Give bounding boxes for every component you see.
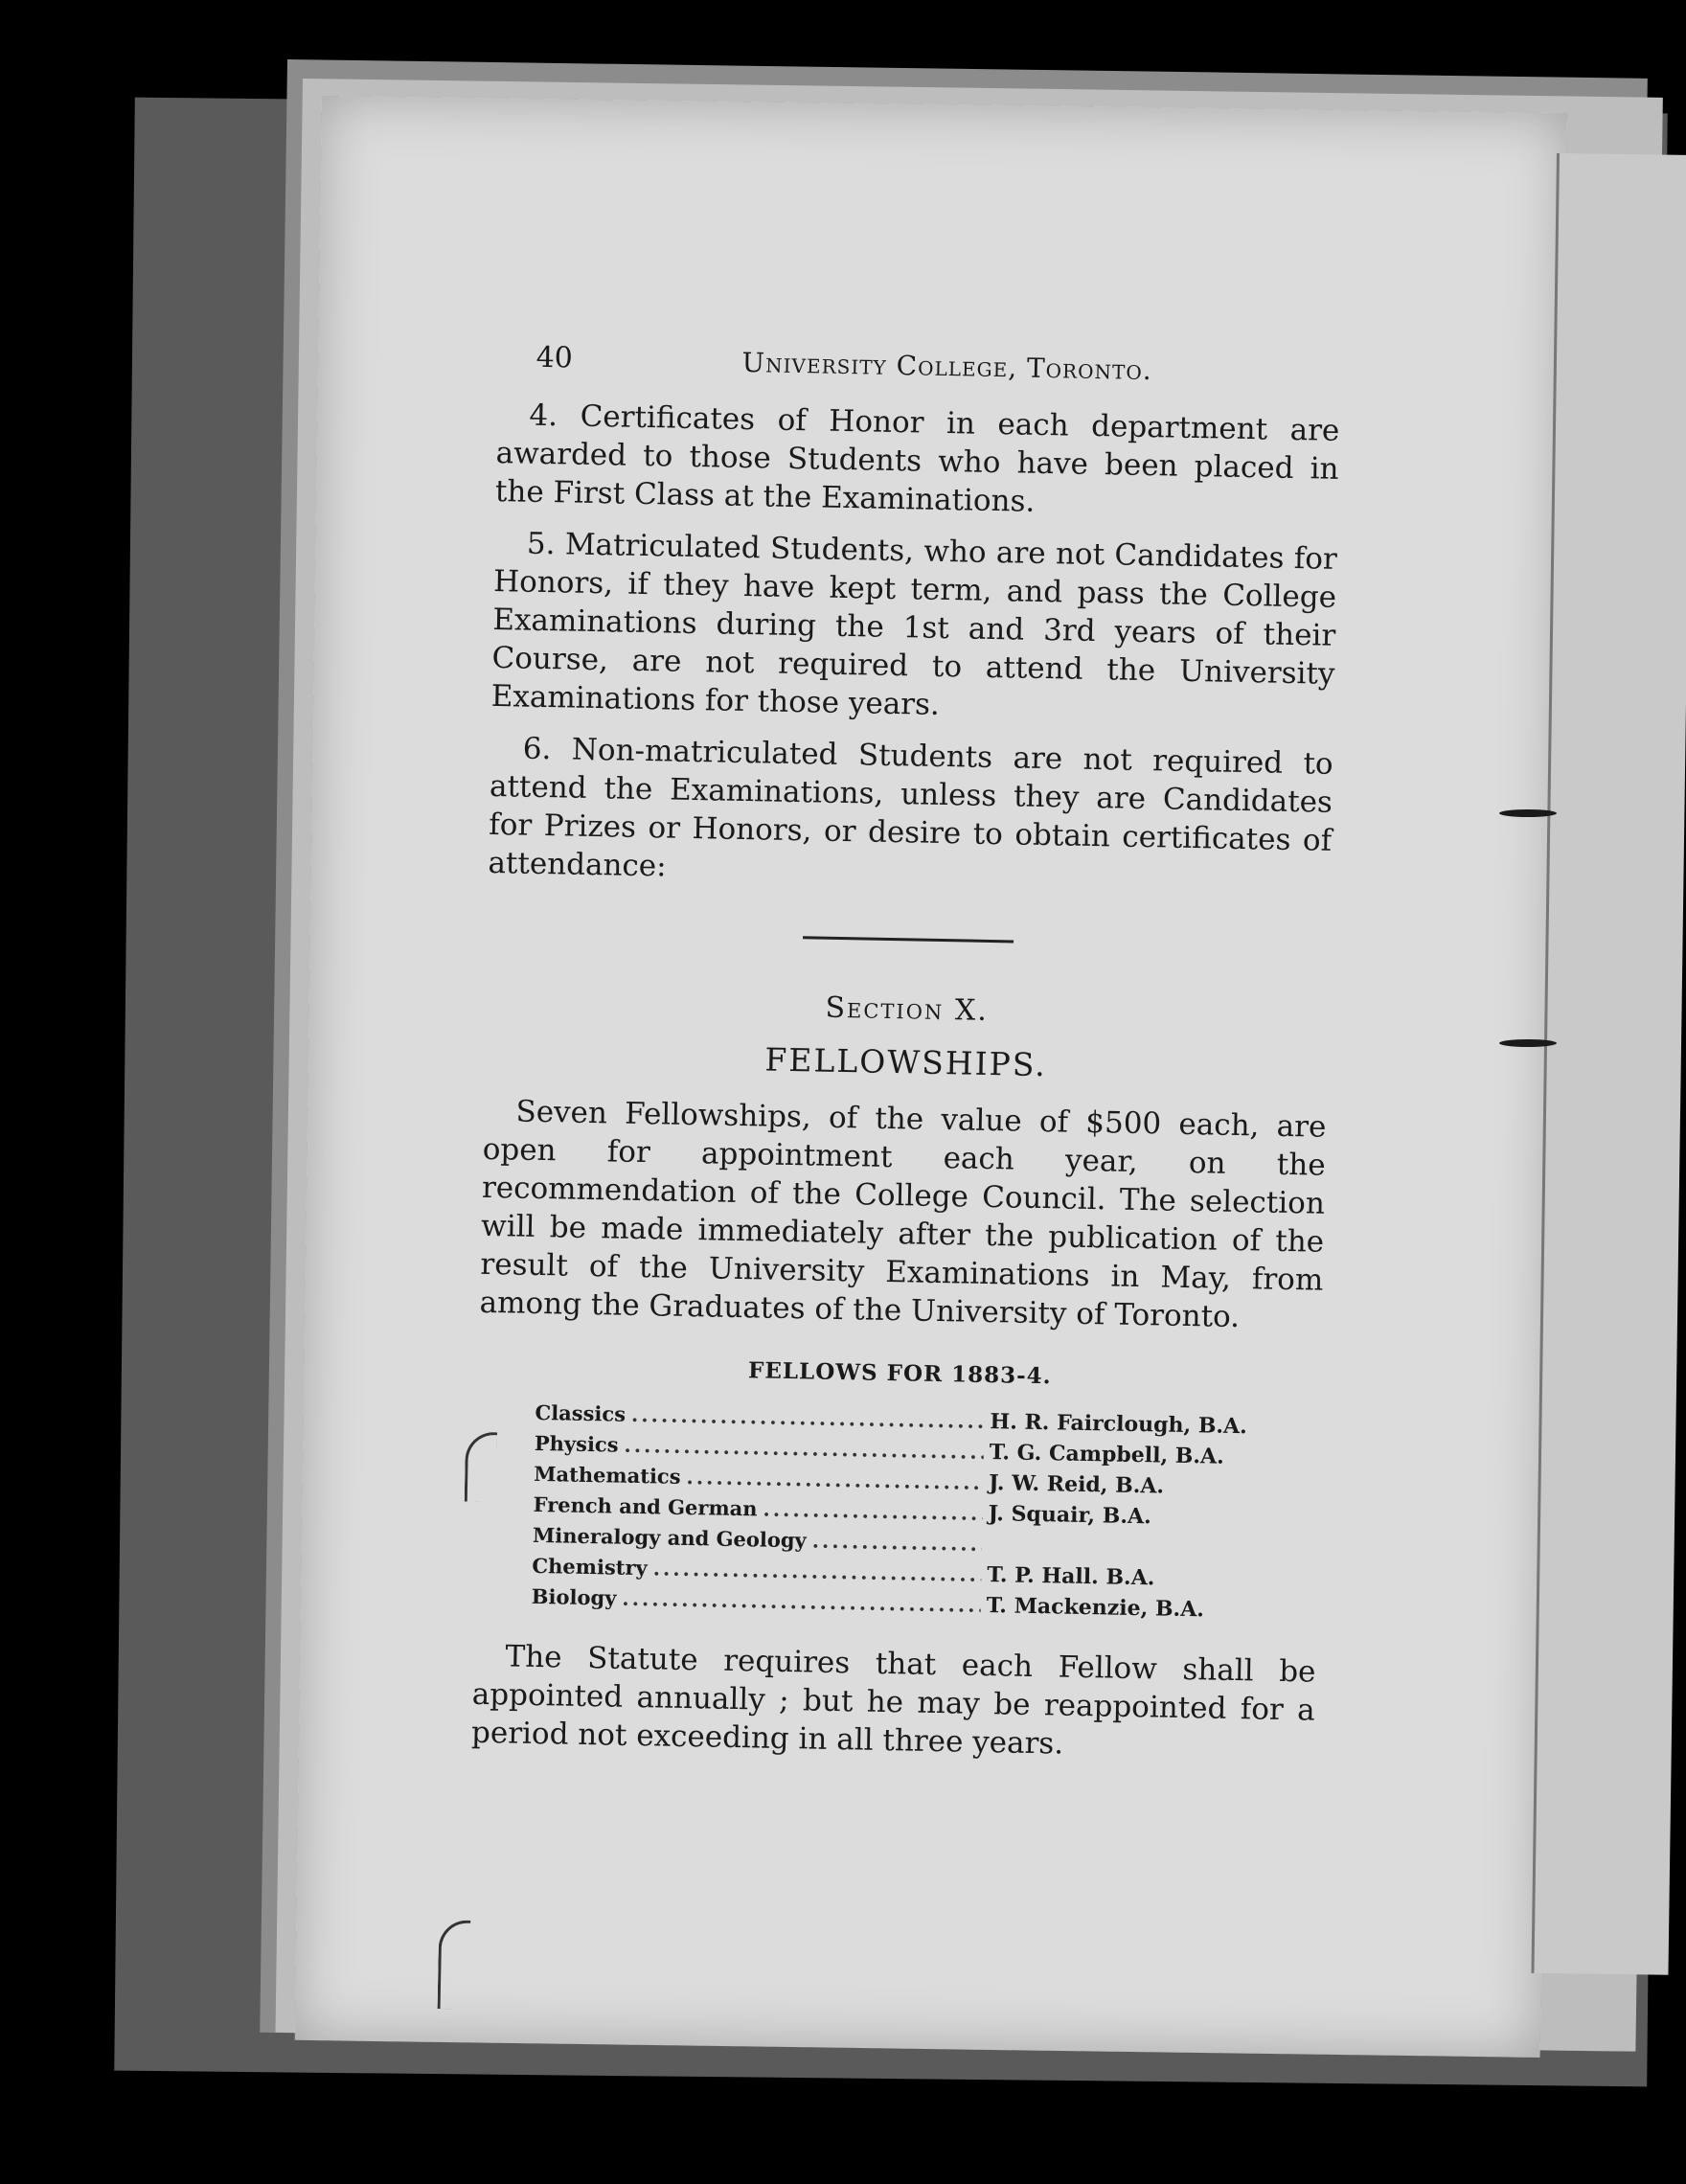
fellow-subject: Mineralogy and Geology — [532, 1522, 807, 1553]
running-title: University College, Toronto. — [741, 346, 1153, 387]
paragraph-4: 4. Certificates of Honor in each department are awarded to those Students who have been placed in the First Class at the Examinations. — [494, 398, 1340, 519]
fellow-subject: Chemistry — [532, 1553, 649, 1581]
leader-dots — [812, 1529, 983, 1556]
page-content — [470, 340, 1340, 1782]
binding-stitch — [1499, 1039, 1557, 1047]
fellowships-paragraph: Seven Fellowships, of the value of $500 each, are open for appointment each year, on the recommendation of the College Council. The selection will be made immediately after the publication of the result of the University Examinations in May, from among the Graduates of the University of Toronto. — [479, 1094, 1327, 1335]
fellow-name: T. P. Hall. B.A. — [987, 1562, 1155, 1591]
fellow-name: T. Mackenzie, B.A. — [986, 1593, 1205, 1623]
fellow-name: T. G. Campbell, B.A. — [989, 1440, 1225, 1469]
fellow-name: J. W. Reid, B.A. — [988, 1470, 1165, 1499]
section-label: Section X. — [825, 990, 990, 1028]
leader-dots — [763, 1497, 983, 1525]
leader-dots — [686, 1465, 983, 1494]
fellow-subject: Classics — [535, 1399, 627, 1426]
paragraph-5: 5. Matriculated Students, who are not Candidates for Honors, if they have kept term, and pass the College Examinations during the 1st and 3rd years of their Course, are not required to attend the University Examinations for those years. — [490, 526, 1338, 722]
paragraph-6: 6. Non-matriculated Students are not required to attend the Examinations, unless they are Candidates for Prizes or Honors, or desire to obtain certificates of attendance: — [488, 731, 1334, 884]
section-heading: FELLOWSHIPS. — [764, 1040, 1048, 1084]
fellow-subject: Mathematics — [534, 1461, 681, 1489]
adjacent-page-strip — [1531, 153, 1686, 1975]
fellows-list — [531, 1400, 1263, 1629]
leader-dots — [631, 1402, 985, 1433]
fellow-subject: Physics — [534, 1430, 619, 1457]
fellow-name: H. R. Fairclough, B.A. — [990, 1409, 1248, 1440]
leader-dots — [653, 1556, 982, 1586]
fellow-subject: Biology — [531, 1583, 617, 1610]
fellows-title: FELLOWS FOR 1883-4. — [747, 1357, 1052, 1390]
fellow-name: J. Squair, B.A. — [988, 1501, 1151, 1530]
closing-paragraph: The Statute requires that each Fellow shall be appointed annually ; but he may be reappointed for a period not exceeding in all three years. — [470, 1639, 1316, 1762]
page-number: 40 — [535, 340, 574, 375]
pencil-bracket-mark — [438, 1920, 471, 2010]
fellow-name — [988, 1551, 1261, 1556]
fellow-subject: French and German — [533, 1491, 758, 1521]
section-divider — [803, 936, 1014, 943]
binding-stitch — [1499, 809, 1557, 817]
